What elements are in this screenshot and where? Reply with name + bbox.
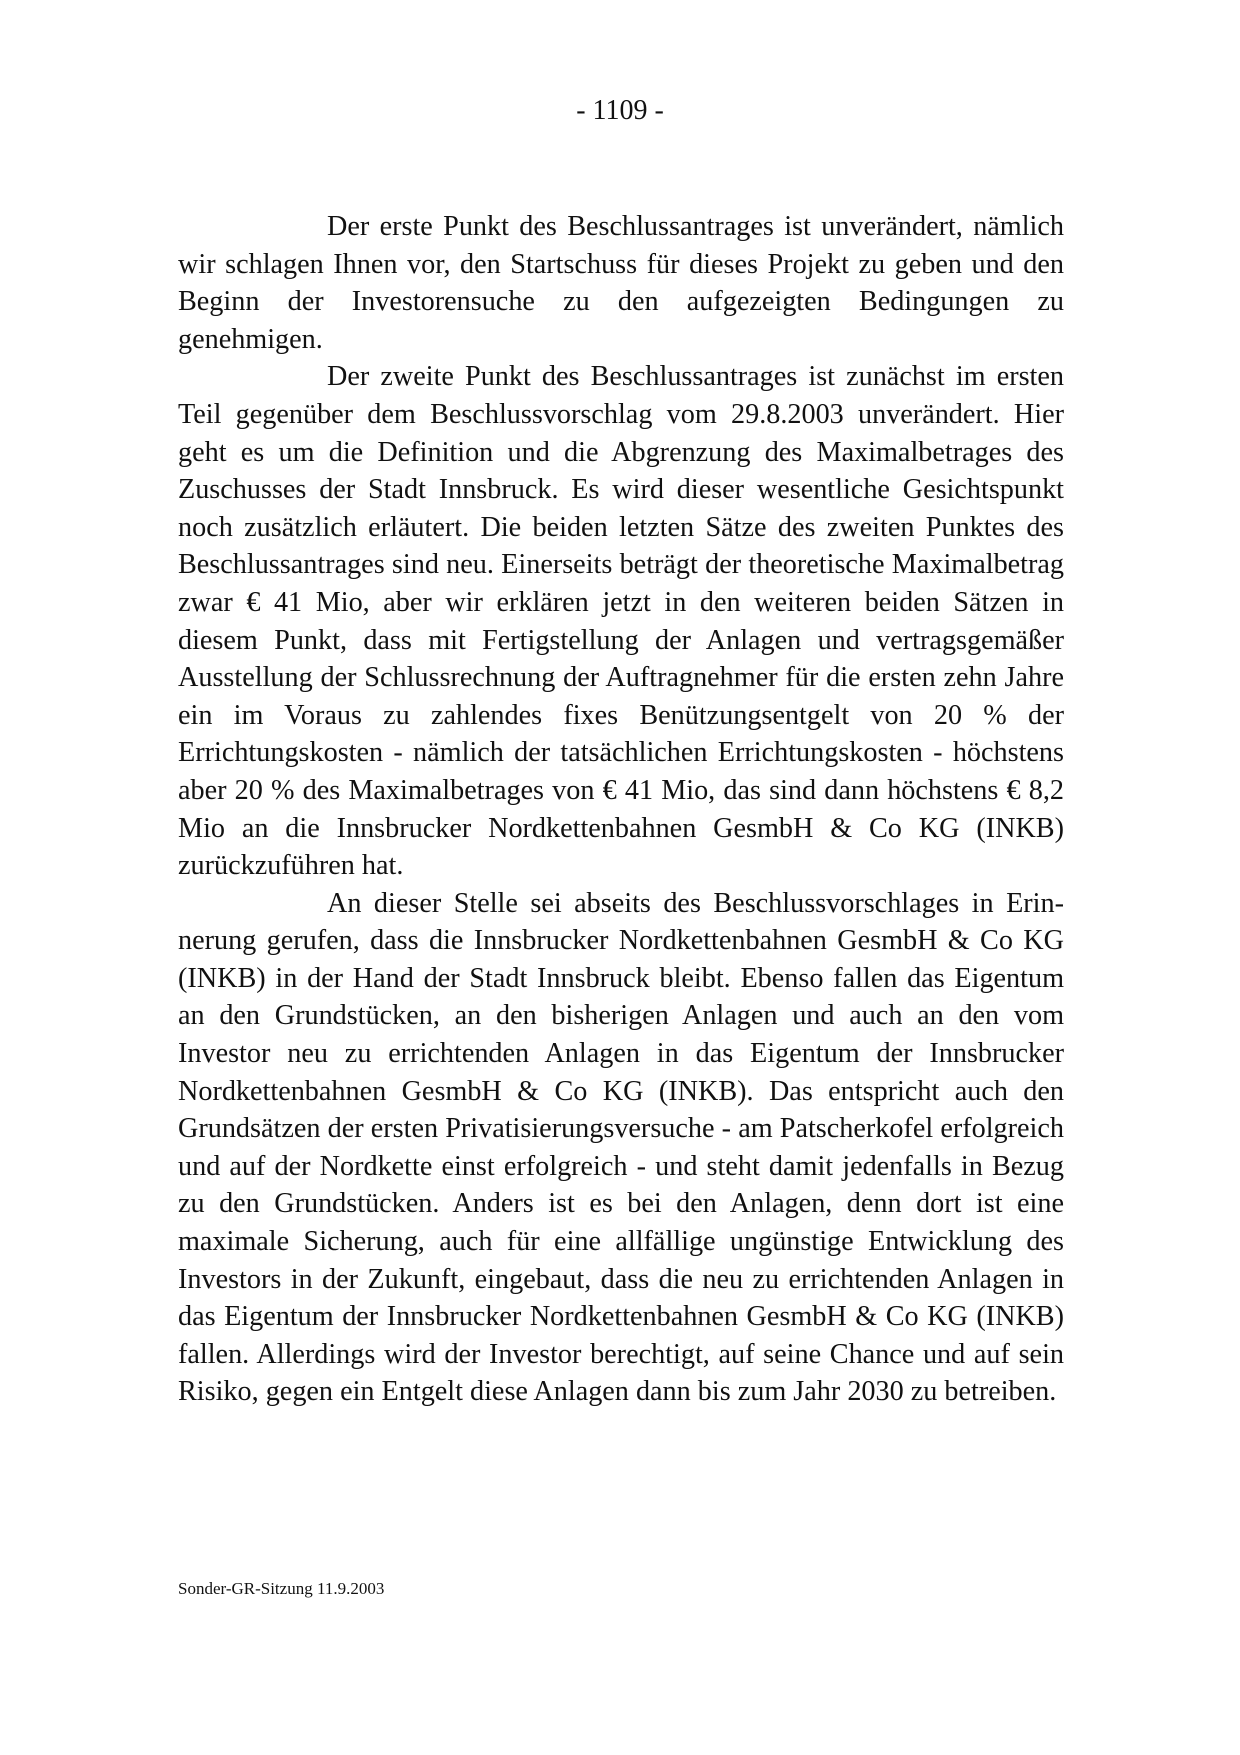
paragraph-3: An dieser Stelle sei abseits des Beschlussvorschlages in Erinnerung gerufen, dass die Innsbrucker Nordkettenbahnen GesmbH & Co KG (INKB) in der Hand der Stadt Innsbruck bleibt. Ebenso fallen das Eigentum an den Grundstücken, an den bisherigen Anlagen und auch an den vom Investor neu zu errichtenden Anlagen in das Eigentum der Innsbrucker Nordkettenbahnen GesmbH & Co KG (INKB). Das entspricht auch den Grundsätzen der ersten Privatisierungsversuche - am Patscherkofel erfolgreich und auf der Nordkette einst erfolgreich - und steht damit jedenfalls in Bezug zu den Grundstücken. Anders ist es bei den Anlagen, denn dort ist eine maximale Sicherung, auch für eine allfällige ungünstige Entwicklung des Investors in der Zukunft, eingebaut, dass die neu zu errichtenden Anlagen in das Eigentum der Innsbrucker Nordkettenbahnen GesmbH & Co KG (INKB) fallen. Allerdings wird der Investor berechtigt, auf seine Chance und auf sein Risiko, gegen ein Entgelt diese Anlagen dann bis zum Jahr 2030 zu betreiben. bbox=[178, 887, 1064, 1408]
page-number: - 1109 - bbox=[576, 95, 664, 126]
footer-session-label: Sonder-GR-Sitzung 11.9.2003 bbox=[178, 1579, 385, 1598]
paragraph-2: Der zweite Punkt des Beschlussantrages ist zunächst im ersten Teil gegenüber dem Beschlussvorschlag vom 29.8.2003 unverändert. Hier geht es um die Definition und die Abgrenzung des Maximalbetrages des Zuschusses der Stadt Innsbruck. Es wird dieser wesentliche Gesichtspunkt noch zusätzlich erläutert. Die beiden letzten Sätze des zweiten Punktes des Beschlussantrages sind neu. Einerseits beträgt der theoretische Maximalbetrag zwar € 41 Mio, aber wir erklären jetzt in den weiteren beiden Sätzen in diesem Punkt, dass mit Fertigstellung der Anlagen und vertragsgemäßer Ausstellung der Schlussrechnung der Auftragnehmer für die ersten zehn Jahre ein im Voraus zu zahlendes fixes Benützungsentgelt von 20 % der Errichtungskosten - nämlich der tatsächlichen Errichtungskosten - höchstens aber 20 % des Maximalbetrages von € 41 Mio, das sind dann höchstens € 8,2 Mio an die Innsbrucker Nordkettenbahnen GesmbH & Co KG (INKB) zurückzuführen hat. bbox=[178, 361, 1064, 882]
body-text bbox=[178, 208, 1064, 1411]
paragraph-1: Der erste Punkt des Beschlussantrages ist unverändert, nämlich wir schlagen Ihnen vor, den Startschuss für dieses Projekt zu geben und den Beginn der Investorensuche zu den aufgezeigten Bedingungen zu genehmigen. bbox=[178, 211, 1064, 355]
